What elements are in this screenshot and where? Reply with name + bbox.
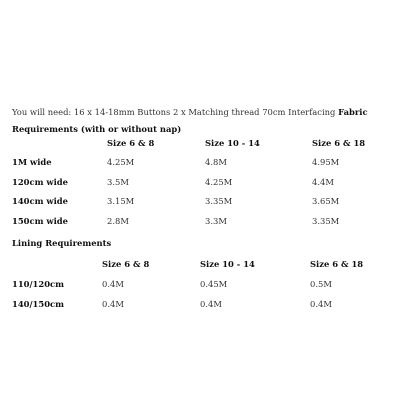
table-row — [12, 175, 410, 189]
table-header-row — [12, 136, 410, 150]
table-cell: 0.4M — [310, 299, 332, 309]
table-cell: 4.25M — [205, 177, 233, 187]
table-cell: 3.35M — [205, 196, 233, 206]
table-cell: 2.8M — [107, 216, 129, 226]
row-label: 150cm wide — [12, 216, 68, 226]
table-cell: 4.95M — [312, 157, 340, 167]
table-cell: 0.5M — [310, 279, 332, 289]
table-cell: 4.4M — [312, 177, 334, 187]
table-row — [12, 155, 410, 169]
row-label: 140cm wide — [12, 196, 68, 206]
table-cell: 3.35M — [312, 216, 340, 226]
row-label: 120cm wide — [12, 177, 68, 187]
intro-paragraph — [12, 104, 410, 138]
fabric-requirements-heading: Fabric Requirements (with or without nap) — [12, 107, 368, 134]
table-row — [12, 194, 410, 208]
column-header: Size 6 & 18 — [312, 138, 366, 148]
intro-text: You will need: 16 x 14-18mm Buttons 2 x Matching thread 70cm Interfacing — [12, 107, 339, 117]
row-label: 140/150cm — [12, 299, 64, 309]
table-cell: 0.45M — [200, 279, 228, 289]
row-label: 110/120cm — [12, 279, 64, 289]
column-header: Size 6 & 18 — [310, 259, 364, 269]
column-header: Size 10 - 14 — [205, 138, 260, 148]
table-row — [12, 297, 410, 311]
table-cell: 0.4M — [200, 299, 222, 309]
column-header: Size 10 - 14 — [200, 259, 255, 269]
column-header: Size 6 & 8 — [102, 259, 150, 269]
table-cell: 3.5M — [107, 177, 129, 187]
row-label: 1M wide — [12, 157, 52, 167]
table-cell: 4.25M — [107, 157, 135, 167]
table-cell: 3.3M — [205, 216, 227, 226]
table-cell: 0.4M — [102, 279, 124, 289]
table-cell: 3.65M — [312, 196, 340, 206]
table-row — [12, 214, 410, 228]
table-cell: 3.15M — [107, 196, 135, 206]
lining-requirements-heading: Lining Requirements — [12, 238, 112, 248]
column-header: Size 6 & 8 — [107, 138, 155, 148]
table-header-row — [12, 257, 410, 271]
table-cell: 4.8M — [205, 157, 227, 167]
table-cell: 0.4M — [102, 299, 124, 309]
table-row — [12, 277, 410, 291]
